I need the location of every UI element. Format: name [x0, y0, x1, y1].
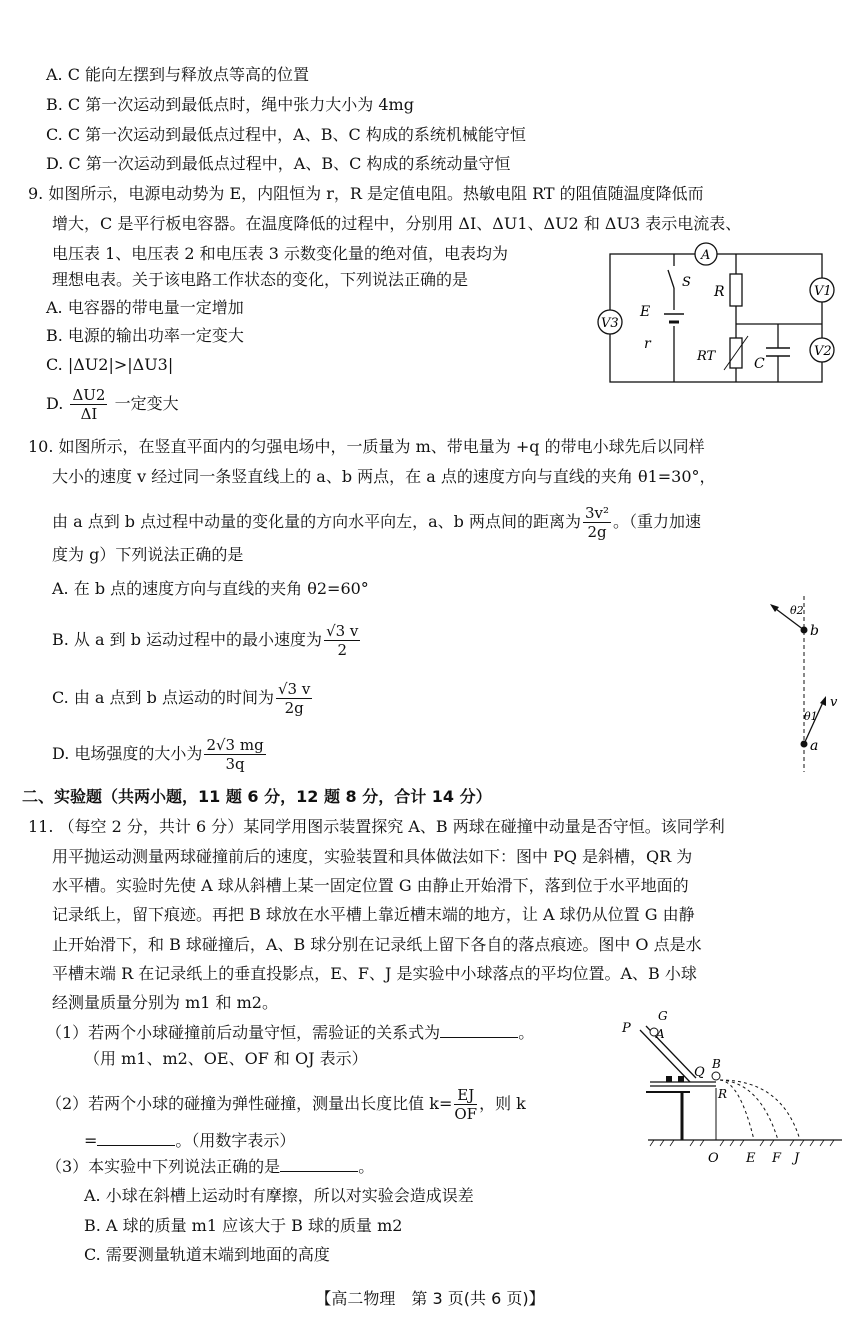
label-p: P [622, 1021, 631, 1036]
q11-option-a: A. 小球在斜槽上运动时有摩擦，所以对实验会造成误差 [84, 1186, 474, 1205]
velocity-diagram [760, 596, 850, 774]
ammeter-label: A [701, 248, 711, 263]
theta2-label: θ2 [790, 604, 804, 617]
voltmeter-2-label: V2 [814, 344, 832, 359]
label-g: G [658, 1010, 668, 1023]
point-a-label: a [810, 738, 819, 754]
q11-option-b: B. A 球的质量 m1 应该大于 B 球的质量 m2 [84, 1216, 403, 1235]
q9-stem-line3: 电压表 1、电压表 2 和电压表 3 示数变化量的绝对值，电表均为 [52, 244, 508, 263]
q11-sub1-note: （用 m1、m2、OE、OF 和 OJ 表示） [84, 1049, 368, 1068]
q11-stem-line6: 平槽末端 R 在记录纸上的垂直投影点，E、F、J 是实验中小球落点的平均位置。A、B 小球 [52, 964, 697, 983]
page-footer: 【高二物理 第 3 页(共 6 页)】 [315, 1289, 545, 1308]
q11-sub2: （2）若两个小球的碰撞为弹性碰撞，测量出长度比值 k= $\frac{EJ}{OF}$ ，则 k [46, 1086, 526, 1123]
q10-option-d: D. 电场强度的大小为 $\frac{2√3 mg}{3q}$ [52, 736, 264, 773]
theta1-label: θ1 [804, 710, 818, 723]
velocity-label: v [830, 695, 838, 710]
q10-stem-line3: 由 a 点到 b 点过程中动量的变化量的方向水平向左，a、b 两点间的距离为 $\frac{\text{3v²}}{2g}$ 。（重力加速 [52, 504, 702, 541]
thermistor-label: RT [697, 349, 716, 364]
q8-option-d: D. C 第一次运动到最低点过程中，A、B、C 构成的系统动量守恒 [46, 154, 511, 173]
q9-stem-line4: 理想电表。关于该电路工作状态的变化，下列说法正确的是 [52, 270, 469, 289]
voltmeter-3-label: V3 [601, 316, 619, 331]
q11-stem-line7: 经测量质量分别为 m1 和 m2。 [52, 993, 278, 1012]
point-b-label: b [810, 623, 819, 639]
q11-ratio-fraction: $\frac{EJ}{OF}$ [454, 1086, 478, 1123]
q9-option-c: C. |ΔU2|>|ΔU3| [46, 355, 174, 374]
q10-option-c: C. 由 a 点到 b 点运动的时间为 $\frac{√3 v}{2g}$ [52, 680, 311, 717]
label-j: J [794, 1151, 800, 1166]
q9-option-d-fraction: $\frac{\Delta U2}{\Delta I}$ [72, 386, 106, 423]
q11-stem-line1: 11. （每空 2 分，共计 6 分）某同学用图示装置探究 A、B 两球在碰撞中动量是否守恒。该同学利 [28, 817, 725, 836]
q9-option-d-text: 一定变大 [114, 394, 179, 413]
emf-label: E [640, 304, 651, 320]
answer-blank-1[interactable] [440, 1023, 518, 1038]
q11-option-c: C. 需要测量轨道末端到地面的高度 [84, 1245, 330, 1264]
internal-resistance-label: r [644, 336, 651, 352]
answer-blank-2[interactable] [97, 1131, 175, 1146]
q10-distance-fraction: $\frac{\text{3v²}}{2g}$ [585, 504, 610, 541]
voltmeter-1-label: V1 [814, 284, 832, 299]
q9-option-a: A. 电容器的带电量一定增加 [46, 298, 244, 317]
resistor-r [730, 274, 742, 306]
switch-label: S [682, 275, 691, 290]
q8-option-c: C. C 第一次运动到最低点过程中，A、B、C 构成的系统机械能守恒 [46, 125, 526, 144]
q11-stem-line4: 记录纸上，留下痕迹。再把 B 球放在水平槽上靠近槽末端的地方，让 A 球仍从位置 G 由静 [52, 905, 695, 924]
label-f: F [772, 1151, 782, 1166]
ball-b [712, 1072, 720, 1080]
label-r: R [718, 1087, 728, 1101]
section-heading: 二、实验题（共两小题，11 题 6 分，12 题 8 分，合计 14 分） [22, 787, 492, 806]
q9-option-d [46, 386, 179, 423]
label-o: O [708, 1151, 719, 1166]
q9-option-b: B. 电源的输出功率一定变大 [46, 326, 244, 345]
label-b: B [712, 1057, 721, 1071]
q11-stem-line5: 止开始滑下，和 B 球碰撞后，A、B 球分别在记录纸上留下各自的落点痕迹。图中 O 点是水 [52, 935, 702, 954]
q11-sub1: （1）若两个小球碰撞前后动量守恒，需验证的关系式为 。 [46, 1023, 535, 1042]
q10-stem-line1: 10. 如图所示，在竖直平面内的匀强电场中，一质量为 m、带电量为 +q 的带电小球先后以同样 [28, 437, 705, 456]
q9-stem-line1: 9. 如图所示，电源电动势为 E，内阻恒为 r，R 是定值电阻。热敏电阻 RT 的阻值随温度降低而 [28, 184, 704, 203]
capacitor-label: C [754, 356, 765, 372]
label-e: E [746, 1151, 756, 1166]
q10-stem-line4: 度为 g）下列说法正确的是 [52, 545, 244, 564]
q10-stem-line2: 大小的速度 v 经过同一条竖直线上的 a、b 两点，在 a 点的速度方向与直线的夹角 θ1=30°， [52, 467, 716, 486]
collision-apparatus-diagram [620, 1010, 844, 1170]
q11-stem-line3: 水平槽。实验时先使 A 球从斜槽上某一固定位置 G 由静止开始滑下，落到位于水平地面的 [52, 876, 689, 895]
q8-option-b: B. C 第一次运动到最低点时，绳中张力大小为 4mg [46, 95, 414, 114]
q9-option-d-label: D. [46, 394, 64, 413]
q10-option-a: A. 在 b 点的速度方向与直线的夹角 θ2=60° [52, 579, 369, 598]
q11-stem-line2: 用平抛运动测量两球碰撞前后的速度，实验装置和具体做法如下：图中 PQ 是斜槽，QR 为 [52, 847, 693, 866]
circuit-diagram [594, 236, 844, 386]
q11-sub3: （3）本实验中下列说法正确的是 。 [46, 1157, 375, 1176]
label-a: A [656, 1027, 665, 1041]
q10-option-b: B. 从 a 到 b 运动过程中的最小速度为 $\frac{√3 v}{2}$ [52, 622, 359, 659]
label-q: Q [694, 1065, 705, 1080]
answer-blank-3[interactable] [280, 1157, 358, 1172]
q9-stem-line2: 增大，C 是平行板电容器。在温度降低的过程中，分别用 ΔI、ΔU1、ΔU2 和 ΔU3 表示电流表、 [52, 214, 742, 233]
q11-sub2-line2: = 。（用数字表示） [84, 1131, 296, 1150]
q8-option-a: A. C 能向左摆到与释放点等高的位置 [46, 65, 310, 84]
resistor-r-label: R [714, 284, 725, 300]
